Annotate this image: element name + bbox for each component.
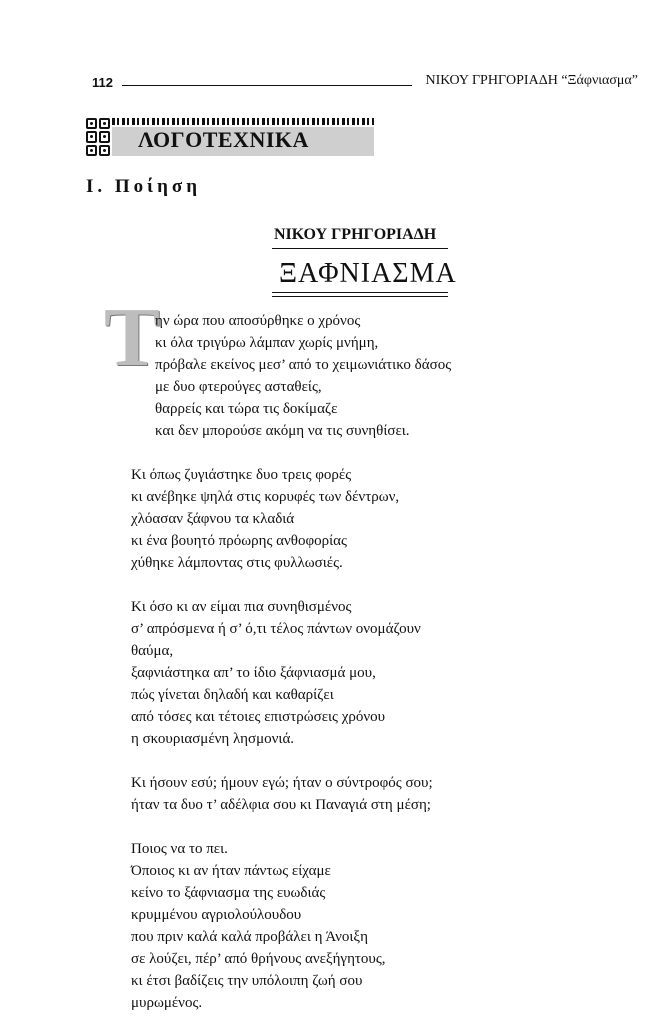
poem-line: θαρρείς και τώρα τις δοκίμαζε xyxy=(155,401,338,417)
ornament-icon xyxy=(86,118,110,156)
poem-line: με δυο φτερούγες ασταθείς, xyxy=(155,379,322,395)
poem-line: κείνο το ξάφνιασμα της ευωδιάς xyxy=(131,885,326,901)
poem-line: Κι ήσουν εσύ; ήμουν εγώ; ήταν ο σύντροφός σου; xyxy=(131,775,433,791)
header-rule xyxy=(122,85,412,86)
stanza xyxy=(131,464,641,574)
stanza xyxy=(131,838,641,1014)
author-rule xyxy=(272,248,448,249)
poem-line: κι όλα τριγύρω λάμπαν χωρίς μνήμη, xyxy=(155,335,379,351)
banner-ornamental-border xyxy=(112,118,374,125)
section-banner-title: ΛΟΓΟΤΕΧΝΙΚΑ xyxy=(138,127,309,152)
poem-line: ην ώρα που αποσύρθηκε ο χρόνος xyxy=(155,313,361,329)
poem-line: Όποιος κι αν ήταν πάντως είχαμε xyxy=(131,863,331,879)
poem-body xyxy=(131,310,641,1014)
poem-line: πώς γίνεται δηλαδή και καθαρίζει xyxy=(131,687,334,703)
poem-line: και δεν μπορούσε ακόμη να τις συνηθίσει. xyxy=(155,423,410,439)
poem-line: ξαφνιάστηκα απ’ το ίδιο ξάφνιασμά μου, xyxy=(131,665,376,681)
poem-title: ΞΑΦΝΙΑΣΜΑ xyxy=(279,258,457,289)
poem-line: από τόσες και τέτοιες επιστρώσεις χρόνου xyxy=(131,709,386,725)
drop-cap: Τ xyxy=(104,291,161,384)
poem-line: κι έτσι βαδίζεις την υπόλοιπη ζωή σου xyxy=(131,973,363,989)
running-title: ΝΙΚΟΥ ΓΡΗΓΟΡΙΑΔΗ “Ξάφνιασμα” xyxy=(425,73,638,88)
poem-line: πρόβαλε εκείνος μεσ’ από το χειμωνιάτικο δάσος xyxy=(155,357,452,373)
poem-line: Ποιος να το πει. xyxy=(131,841,228,857)
section-banner xyxy=(86,118,376,156)
title-rule xyxy=(272,292,448,297)
poem-line: Κι όσο κι αν είμαι πια συνηθισμένος xyxy=(131,599,352,615)
poem-line: ήταν τα δυο τ’ αδέλφια σου κι Παναγιά στη μέση; xyxy=(131,797,431,813)
poem-author: ΝΙΚΟΥ ΓΡΗΓΟΡΙΑΔΗ xyxy=(274,226,437,243)
poem-line: χλόασαν ξάφνου τα κλαδιά xyxy=(131,511,295,527)
poem-line: κι ανέβηκε ψηλά στις κορυφές των δέντρων, xyxy=(131,489,400,505)
page-number: 112 xyxy=(92,75,113,90)
page-header xyxy=(92,72,638,94)
poem-line: Κι όπως ζυγιάστηκε δυο τρεις φορές xyxy=(131,467,352,483)
stanza xyxy=(131,596,641,750)
poem-line: κι ένα βουητό πρόωρης ανθοφορίας xyxy=(131,533,347,549)
poem-line: μυρωμένος. xyxy=(131,995,203,1011)
stanza xyxy=(131,310,641,442)
poem-line: σ’ απρόσμενα ή σ’ ό,τι τέλος πάντων ονομάζουν xyxy=(131,621,421,637)
poem-line: χύθηκε λάμποντας στις φυλλωσιές. xyxy=(131,555,343,571)
poem-line: σε λούζει, πέρ’ από θρήνους ανεξήγητους, xyxy=(131,951,386,967)
poem-line: που πριν καλά καλά προβάλει η Άνοιξη xyxy=(131,929,368,945)
stanza xyxy=(131,772,641,816)
section-heading: Ι. Ποίηση xyxy=(86,176,201,197)
poem-line: κρυμμένου αγριολούλουδου xyxy=(131,907,302,923)
poem-line: η σκουριασμένη λησμονιά. xyxy=(131,731,295,747)
poem-line: θαύμα, xyxy=(131,643,174,659)
